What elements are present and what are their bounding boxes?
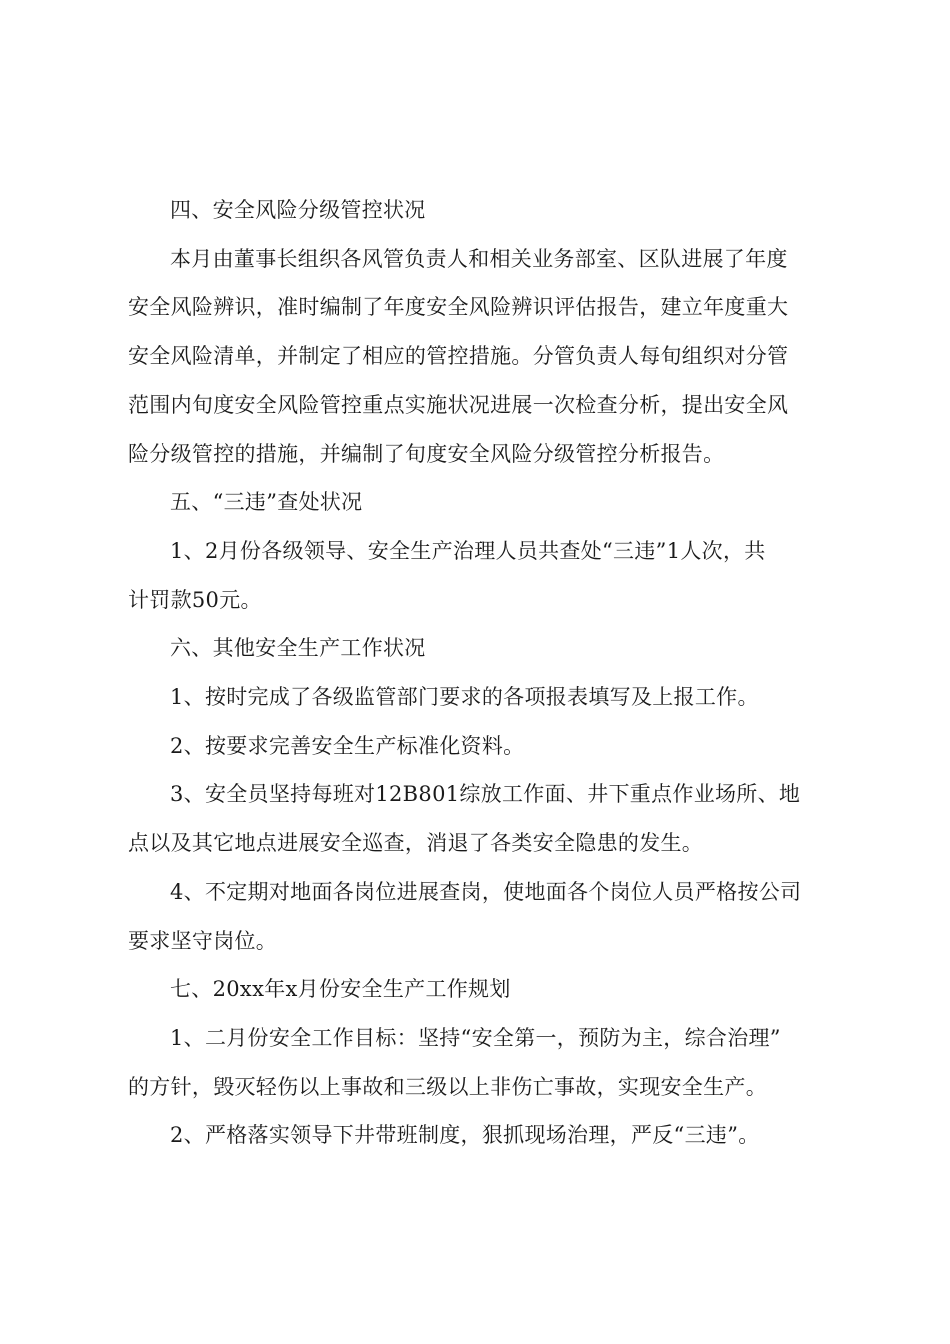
paragraph-violations: [128, 527, 832, 624]
text-line: 七、20xx年x月份安全生产工作规划: [170, 977, 511, 1002]
section-heading-4: [128, 186, 832, 235]
text-line: 4、不定期对地面各岗位进展查岗，使地面各个岗位人员严格按公司: [170, 879, 802, 904]
text-line: 2、严格落实领导下井带班制度，狠抓现场治理，严反“三违”。: [170, 1123, 760, 1148]
text-line: 的方针，毁灭轻伤以上事故和三级以上非伤亡事故，实现安全生产。: [128, 1074, 767, 1099]
paragraph-plan-1: [128, 1014, 832, 1111]
text-line: 2、按要求完善安全生产标准化资料。: [170, 733, 525, 758]
text-line: 1、2月份各级领导、安全生产治理人员共查处“三违”1人次，共: [170, 538, 766, 563]
text-line: 要求坚守岗位。: [128, 928, 278, 953]
paragraph-item-1: [128, 673, 832, 722]
section-heading-7: [128, 965, 832, 1014]
text-line: 范围内旬度安全风险管控重点实施状况进展一次检查分析，提出安全风: [128, 392, 789, 417]
text-line: 安全风险辨识，准时编制了年度安全风险辨识评估报告，建立年度重大: [128, 295, 789, 320]
text-line: 计罚款50元。: [128, 587, 262, 612]
paragraph-risk-control: [128, 235, 832, 479]
text-line: 3、安全员坚持每班对12B801综放工作面、井下重点作业场所、地: [170, 782, 801, 807]
text-line: 安全风险清单，并制定了相应的管控措施。分管负责人每旬组织对分管: [128, 344, 789, 369]
paragraph-item-2: [128, 722, 832, 771]
text-line: 四、安全风险分级管控状况: [170, 198, 426, 222]
text-line: 五、“三违”查处状况: [170, 490, 363, 515]
text-line: 六、其他安全生产工作状况: [170, 636, 426, 661]
paragraph-item-4: [128, 868, 832, 965]
text-line: 点以及其它地点进展安全巡查，消退了各类安全隐患的发生。: [128, 831, 704, 856]
document-body: [128, 186, 832, 1160]
section-heading-6: [128, 624, 832, 673]
text-line: 1、二月份安全工作目标：坚持“安全第一，预防为主，综合治理”: [170, 1025, 781, 1050]
text-line: 险分级管控的措施，并编制了旬度安全风险分级管控分析报告。: [128, 441, 725, 466]
text-line: 1、按时完成了各级监管部门要求的各项报表填写及上报工作。: [170, 685, 759, 710]
paragraph-plan-2: [128, 1111, 832, 1160]
section-heading-5: [128, 478, 832, 527]
paragraph-item-3: [128, 770, 832, 867]
text-line: 本月由董事长组织各风管负责人和相关业务部室、区队进展了年度: [170, 246, 788, 271]
